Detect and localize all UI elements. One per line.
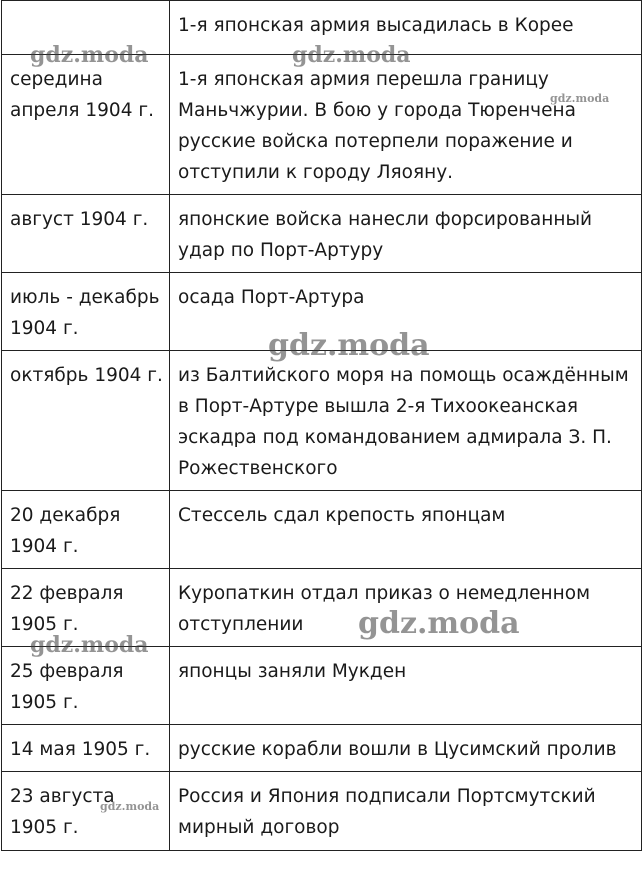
date-cell: октябрь 1904 г. xyxy=(2,351,170,491)
watermark: gdz.moda xyxy=(30,632,149,658)
watermark: gdz.moda xyxy=(358,606,520,641)
event-cell: из Балтийского моря на помощь осаждённым в Порт-Артуре вышла 2-я Тихоокеанская эскадра под командованием адмирала З. П. Рожественского xyxy=(170,351,642,491)
table-row xyxy=(2,195,642,273)
table-row xyxy=(2,273,642,351)
table-row xyxy=(2,351,642,491)
date-cell: 14 мая 1905 г. xyxy=(2,725,170,772)
event-cell: японцы заняли Мукден xyxy=(170,647,642,725)
watermark: gdz.moda xyxy=(550,92,610,105)
event-cell: осада Порт-Артура xyxy=(170,273,642,351)
event-cell: Куропаткин отдал приказ о немедленном отступлении xyxy=(170,569,642,647)
date-cell: июль - декабрь 1904 г. xyxy=(2,273,170,351)
watermark: gdz.moda xyxy=(100,800,160,813)
table-row xyxy=(2,772,642,851)
table-row xyxy=(2,647,642,725)
chronology-table xyxy=(1,0,642,851)
date-cell: 25 февраля 1905 г. xyxy=(2,647,170,725)
date-cell: август 1904 г. xyxy=(2,195,170,273)
table-row xyxy=(2,569,642,647)
date-cell: 23 августа 1905 г. xyxy=(2,772,170,851)
date-cell xyxy=(2,1,170,55)
date-cell: 20 декабря 1904 г. xyxy=(2,491,170,569)
event-cell: японские войска нанесли форсированный удар по Порт-Артуру xyxy=(170,195,642,273)
event-cell: Россия и Япония подписали Портсмутский мирный договор xyxy=(170,772,642,851)
event-cell: 1-я японская армия высадилась в Корее xyxy=(170,1,642,55)
watermark: gdz.moda xyxy=(292,42,411,68)
table-row xyxy=(2,725,642,772)
date-cell: середина апреля 1904 г. xyxy=(2,55,170,195)
event-cell: 1-я японская армия перешла границу Маньчжурии. В бою у города Тюренчена русские войска потерпели поражение и отступили к городу Ляояну. xyxy=(170,55,642,195)
watermark: gdz.moda xyxy=(30,42,149,68)
event-cell: Стессель сдал крепость японцам xyxy=(170,491,642,569)
table-row xyxy=(2,491,642,569)
event-cell: русские корабли вошли в Цусимский пролив xyxy=(170,725,642,772)
table-row xyxy=(2,55,642,195)
watermark: gdz.moda xyxy=(268,328,430,363)
date-cell: 22 февраля 1905 г. xyxy=(2,569,170,647)
table-row xyxy=(2,1,642,55)
